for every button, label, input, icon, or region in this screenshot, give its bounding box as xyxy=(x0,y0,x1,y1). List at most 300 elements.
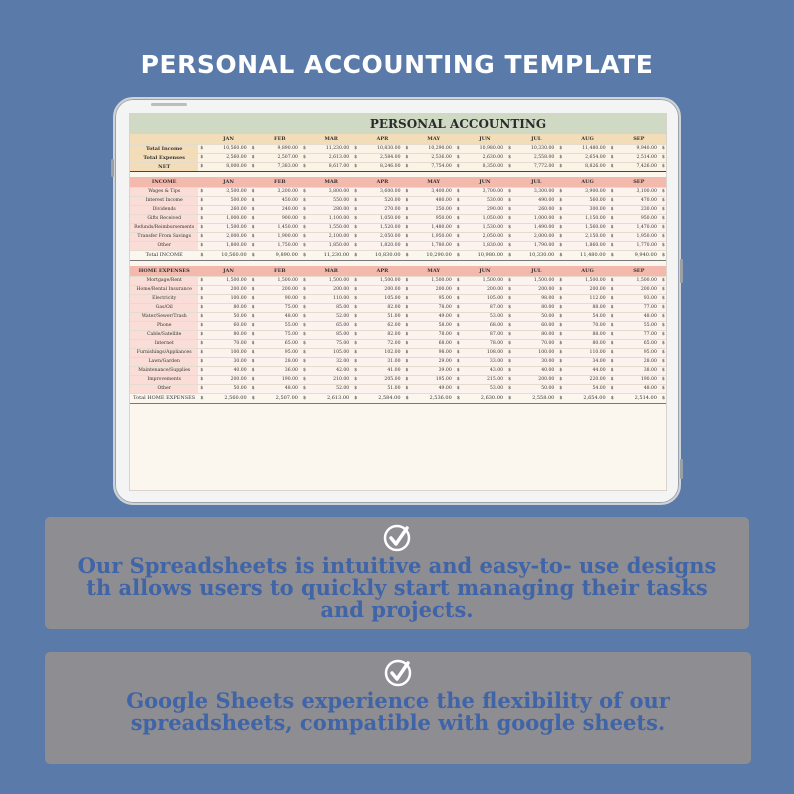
value-cell[interactable]: 80.00 xyxy=(515,303,557,312)
value-cell[interactable]: 55.00 xyxy=(618,321,660,330)
header-spacer[interactable] xyxy=(198,266,207,276)
currency-symbol[interactable]: $ xyxy=(661,207,665,212)
currency-symbol[interactable]: $ xyxy=(661,386,665,391)
currency-symbol[interactable]: $ xyxy=(404,294,413,303)
currency-symbol[interactable]: $ xyxy=(557,393,566,403)
currency-symbol[interactable]: $ xyxy=(198,285,207,294)
value-cell[interactable]: 100.00 xyxy=(515,348,557,357)
currency-symbol[interactable]: $ xyxy=(506,250,515,260)
currency-symbol[interactable]: $ xyxy=(661,216,665,221)
value-cell[interactable]: 1,470.00 xyxy=(618,223,660,232)
value-cell[interactable]: 112.00 xyxy=(566,294,608,303)
value-cell[interactable]: 1,750.00 xyxy=(259,241,301,250)
value-cell[interactable]: 80.00 xyxy=(207,303,249,312)
currency-symbol[interactable]: $ xyxy=(609,375,618,384)
value-cell[interactable]: 102.00 xyxy=(361,348,403,357)
currency-symbol[interactable]: $ xyxy=(301,348,310,357)
month-header[interactable]: JAN xyxy=(207,266,249,276)
currency-symbol[interactable]: $ xyxy=(506,223,515,232)
value-cell[interactable]: 88.00 xyxy=(566,330,608,339)
header-spacer[interactable] xyxy=(198,134,207,144)
value-cell[interactable]: 39.00 xyxy=(413,366,455,375)
currency-symbol[interactable]: $ xyxy=(609,294,618,303)
month-header[interactable]: AUG xyxy=(566,177,608,187)
value-cell[interactable]: 10,980.00 xyxy=(464,144,506,153)
value-cell[interactable]: 1,560.00 xyxy=(566,223,608,232)
value-cell[interactable]: 1,520.00 xyxy=(361,223,403,232)
value-cell[interactable]: 33.00 xyxy=(464,357,506,366)
header-spacer[interactable] xyxy=(404,177,413,187)
currency-symbol[interactable]: $ xyxy=(250,312,259,321)
currency-symbol[interactable]: $ xyxy=(455,223,464,232)
currency-symbol[interactable]: $ xyxy=(557,366,566,375)
currency-symbol[interactable]: $ xyxy=(506,205,515,214)
currency-symbol[interactable]: $ xyxy=(250,294,259,303)
value-cell[interactable]: 200.00 xyxy=(618,285,660,294)
currency-symbol[interactable]: $ xyxy=(661,314,665,319)
currency-symbol[interactable]: $ xyxy=(455,205,464,214)
currency-symbol[interactable]: $ xyxy=(301,375,310,384)
value-cell[interactable]: 240.00 xyxy=(259,205,301,214)
currency-symbol[interactable]: $ xyxy=(301,366,310,375)
month-header[interactable]: MAY xyxy=(413,177,455,187)
value-cell[interactable]: 2,050.00 xyxy=(361,232,403,241)
currency-symbol[interactable]: $ xyxy=(198,384,207,393)
currency-symbol[interactable]: $ xyxy=(557,330,566,339)
currency-symbol[interactable]: $ xyxy=(506,294,515,303)
currency-symbol[interactable]: $ xyxy=(455,214,464,223)
header-spacer[interactable] xyxy=(301,177,310,187)
currency-symbol[interactable]: $ xyxy=(661,155,665,160)
currency-symbol[interactable]: $ xyxy=(404,285,413,294)
row-label[interactable]: Total Income xyxy=(130,144,198,153)
currency-symbol[interactable]: $ xyxy=(404,348,413,357)
currency-symbol[interactable]: $ xyxy=(250,348,259,357)
currency-symbol[interactable]: $ xyxy=(455,366,464,375)
value-cell[interactable]: 3,400.00 xyxy=(413,187,455,196)
value-cell[interactable]: 77.00 xyxy=(618,303,660,312)
value-cell[interactable]: 480.00 xyxy=(413,196,455,205)
month-header[interactable]: JUL xyxy=(515,266,557,276)
value-cell[interactable]: 75.00 xyxy=(259,303,301,312)
value-cell[interactable]: 3,900.00 xyxy=(566,187,608,196)
header-spacer[interactable] xyxy=(301,134,310,144)
month-header[interactable]: JUN xyxy=(464,266,506,276)
value-cell[interactable]: 200.00 xyxy=(515,375,557,384)
value-cell[interactable]: 80.00 xyxy=(515,330,557,339)
value-cell[interactable]: 50.00 xyxy=(207,384,249,393)
value-cell[interactable]: 2,000.00 xyxy=(207,232,249,241)
value-cell[interactable]: 78.00 xyxy=(413,303,455,312)
currency-symbol[interactable]: $ xyxy=(301,294,310,303)
currency-symbol[interactable]: $ xyxy=(557,223,566,232)
currency-symbol[interactable]: $ xyxy=(609,144,618,153)
currency-symbol[interactable]: $ xyxy=(352,285,361,294)
value-cell[interactable]: 2,507.00 xyxy=(259,393,301,403)
value-cell[interactable]: 52.00 xyxy=(310,384,352,393)
currency-symbol[interactable]: $ xyxy=(661,198,665,203)
value-cell[interactable]: 55.00 xyxy=(259,321,301,330)
value-cell[interactable]: 450.00 xyxy=(259,196,301,205)
row-label[interactable]: Internet xyxy=(130,339,198,348)
value-cell[interactable]: 1,100.00 xyxy=(310,214,352,223)
header-spacer[interactable] xyxy=(198,177,207,187)
header-spacer[interactable] xyxy=(352,177,361,187)
currency-symbol[interactable]: $ xyxy=(661,234,665,239)
header-spacer[interactable] xyxy=(506,134,515,144)
row-label[interactable]: NET xyxy=(130,162,198,171)
value-cell[interactable]: 75.00 xyxy=(310,339,352,348)
value-cell[interactable]: 31.00 xyxy=(361,357,403,366)
value-cell[interactable]: 82.00 xyxy=(361,330,403,339)
currency-symbol[interactable]: $ xyxy=(404,144,413,153)
value-cell[interactable]: 68.00 xyxy=(464,321,506,330)
currency-symbol[interactable]: $ xyxy=(506,153,515,162)
value-cell[interactable]: 11,230.00 xyxy=(310,250,352,260)
currency-symbol[interactable]: $ xyxy=(506,375,515,384)
currency-symbol[interactable]: $ xyxy=(506,241,515,250)
value-cell[interactable]: 70.00 xyxy=(515,339,557,348)
value-cell[interactable]: 3,100.00 xyxy=(618,187,660,196)
currency-symbol[interactable]: $ xyxy=(352,144,361,153)
value-cell[interactable]: 108.00 xyxy=(464,348,506,357)
value-cell[interactable]: 1,150.00 xyxy=(566,214,608,223)
currency-symbol[interactable]: $ xyxy=(352,312,361,321)
currency-symbol[interactable]: $ xyxy=(661,296,665,301)
value-cell[interactable]: 77.00 xyxy=(618,330,660,339)
header-spacer[interactable] xyxy=(352,266,361,276)
value-cell[interactable]: 88.00 xyxy=(566,303,608,312)
currency-symbol[interactable]: $ xyxy=(506,214,515,223)
value-cell[interactable]: 260.00 xyxy=(207,205,249,214)
currency-symbol[interactable]: $ xyxy=(609,339,618,348)
currency-symbol[interactable]: $ xyxy=(301,276,310,285)
value-cell[interactable]: 10,330.00 xyxy=(515,250,557,260)
currency-symbol[interactable]: $ xyxy=(198,276,207,285)
currency-symbol[interactable]: $ xyxy=(609,285,618,294)
value-cell[interactable]: 36.00 xyxy=(259,366,301,375)
currency-symbol[interactable]: $ xyxy=(352,375,361,384)
value-cell[interactable]: 98.00 xyxy=(515,294,557,303)
currency-symbol[interactable]: $ xyxy=(557,384,566,393)
currency-symbol[interactable]: $ xyxy=(609,162,618,171)
currency-symbol[interactable]: $ xyxy=(352,294,361,303)
value-cell[interactable]: 1,500.00 xyxy=(207,276,249,285)
value-cell[interactable]: 10,290.00 xyxy=(413,144,455,153)
value-cell[interactable]: 68.00 xyxy=(413,339,455,348)
value-cell[interactable]: 200.00 xyxy=(207,285,249,294)
value-cell[interactable]: 87.00 xyxy=(464,303,506,312)
currency-symbol[interactable]: $ xyxy=(301,357,310,366)
value-cell[interactable]: 1,800.00 xyxy=(207,241,249,250)
section-header[interactable]: HOME EXPENSES xyxy=(130,266,198,276)
row-label[interactable]: Transfer From Savings xyxy=(130,232,198,241)
currency-symbol[interactable]: $ xyxy=(352,384,361,393)
value-cell[interactable]: 230.00 xyxy=(618,205,660,214)
value-cell[interactable]: 50.00 xyxy=(515,312,557,321)
month-header[interactable]: AUG xyxy=(566,266,608,276)
currency-symbol[interactable]: $ xyxy=(301,144,310,153)
value-cell[interactable]: 9,940.00 xyxy=(618,144,660,153)
value-cell[interactable]: 1,830.00 xyxy=(464,241,506,250)
month-header[interactable]: APR xyxy=(361,266,403,276)
row-label[interactable]: Improvements xyxy=(130,375,198,384)
currency-symbol[interactable]: $ xyxy=(198,375,207,384)
currency-symbol[interactable]: $ xyxy=(301,187,310,196)
value-cell[interactable]: 520.00 xyxy=(361,196,403,205)
currency-symbol[interactable]: $ xyxy=(198,153,207,162)
currency-symbol[interactable]: $ xyxy=(301,223,310,232)
value-cell[interactable]: 9,940.00 xyxy=(618,250,660,260)
value-cell[interactable]: 29.00 xyxy=(413,357,455,366)
month-header[interactable]: MAR xyxy=(310,177,352,187)
row-label[interactable]: Furnishings/Appliances xyxy=(130,348,198,357)
value-cell[interactable]: 3,200.00 xyxy=(259,187,301,196)
header-spacer[interactable] xyxy=(660,266,666,276)
row-label[interactable]: Interest Income xyxy=(130,196,198,205)
value-cell[interactable]: 2,514.00 xyxy=(618,153,660,162)
value-cell[interactable]: 260.00 xyxy=(515,205,557,214)
value-cell[interactable]: 38.00 xyxy=(618,366,660,375)
currency-symbol[interactable]: $ xyxy=(609,312,618,321)
currency-symbol[interactable]: $ xyxy=(301,232,310,241)
row-label[interactable]: Electricity xyxy=(130,294,198,303)
value-cell[interactable]: 2,514.00 xyxy=(618,393,660,403)
value-cell[interactable]: 200.00 xyxy=(413,285,455,294)
currency-symbol[interactable]: $ xyxy=(301,330,310,339)
value-cell[interactable]: 44.00 xyxy=(566,366,608,375)
value-cell[interactable]: 10,830.00 xyxy=(361,250,403,260)
currency-symbol[interactable]: $ xyxy=(404,330,413,339)
value-cell[interactable]: 290.00 xyxy=(464,205,506,214)
value-cell[interactable]: 95.00 xyxy=(413,294,455,303)
value-cell[interactable]: 1,000.00 xyxy=(515,214,557,223)
currency-symbol[interactable]: $ xyxy=(250,357,259,366)
value-cell[interactable]: 1,790.00 xyxy=(515,241,557,250)
currency-symbol[interactable]: $ xyxy=(455,393,464,403)
row-label[interactable]: Dividends xyxy=(130,205,198,214)
value-cell[interactable]: 8,350.00 xyxy=(464,162,506,171)
currency-symbol[interactable]: $ xyxy=(198,321,207,330)
value-cell[interactable]: 490.00 xyxy=(515,196,557,205)
currency-symbol[interactable]: $ xyxy=(198,241,207,250)
currency-symbol[interactable]: $ xyxy=(250,223,259,232)
value-cell[interactable]: 70.00 xyxy=(566,321,608,330)
value-cell[interactable]: 8,000.00 xyxy=(207,162,249,171)
value-cell[interactable]: 65.00 xyxy=(310,321,352,330)
currency-symbol[interactable]: $ xyxy=(198,250,207,260)
value-cell[interactable]: 1,000.00 xyxy=(207,214,249,223)
value-cell[interactable]: 200.00 xyxy=(361,285,403,294)
currency-symbol[interactable]: $ xyxy=(198,294,207,303)
value-cell[interactable]: 7,754.00 xyxy=(413,162,455,171)
currency-symbol[interactable]: $ xyxy=(404,205,413,214)
month-header[interactable]: FEB xyxy=(259,177,301,187)
currency-symbol[interactable]: $ xyxy=(557,285,566,294)
currency-symbol[interactable]: $ xyxy=(250,375,259,384)
value-cell[interactable]: 8,826.00 xyxy=(566,162,608,171)
value-cell[interactable]: 60.00 xyxy=(207,321,249,330)
currency-symbol[interactable]: $ xyxy=(250,303,259,312)
currency-symbol[interactable]: $ xyxy=(557,232,566,241)
value-cell[interactable]: 49.00 xyxy=(413,384,455,393)
currency-symbol[interactable]: $ xyxy=(250,330,259,339)
currency-symbol[interactable]: $ xyxy=(506,357,515,366)
value-cell[interactable]: 2,654.00 xyxy=(566,393,608,403)
value-cell[interactable]: 3,800.00 xyxy=(310,187,352,196)
currency-symbol[interactable]: $ xyxy=(455,348,464,357)
currency-symbol[interactable]: $ xyxy=(301,250,310,260)
currency-symbol[interactable]: $ xyxy=(557,144,566,153)
currency-symbol[interactable]: $ xyxy=(250,162,259,171)
value-cell[interactable]: 190.00 xyxy=(618,375,660,384)
currency-symbol[interactable]: $ xyxy=(609,330,618,339)
currency-symbol[interactable]: $ xyxy=(661,164,665,169)
currency-symbol[interactable]: $ xyxy=(301,321,310,330)
currency-symbol[interactable]: $ xyxy=(506,312,515,321)
value-cell[interactable]: 1,450.00 xyxy=(259,223,301,232)
header-spacer[interactable] xyxy=(660,134,666,144)
currency-symbol[interactable]: $ xyxy=(198,144,207,153)
currency-symbol[interactable]: $ xyxy=(301,339,310,348)
month-header[interactable]: JAN xyxy=(207,177,249,187)
header-spacer[interactable] xyxy=(455,177,464,187)
currency-symbol[interactable]: $ xyxy=(557,153,566,162)
value-cell[interactable]: 110.00 xyxy=(310,294,352,303)
currency-symbol[interactable]: $ xyxy=(609,348,618,357)
currency-symbol[interactable]: $ xyxy=(455,375,464,384)
value-cell[interactable]: 500.00 xyxy=(207,196,249,205)
currency-symbol[interactable]: $ xyxy=(609,241,618,250)
currency-symbol[interactable]: $ xyxy=(352,241,361,250)
currency-symbol[interactable]: $ xyxy=(506,348,515,357)
value-cell[interactable]: 1,860.00 xyxy=(566,241,608,250)
value-cell[interactable]: 560.00 xyxy=(566,196,608,205)
currency-symbol[interactable]: $ xyxy=(557,294,566,303)
currency-symbol[interactable]: $ xyxy=(557,303,566,312)
currency-symbol[interactable]: $ xyxy=(609,205,618,214)
value-cell[interactable]: 2,507.00 xyxy=(259,153,301,162)
value-cell[interactable]: 2,536.00 xyxy=(413,153,455,162)
value-cell[interactable]: 300.00 xyxy=(566,205,608,214)
value-cell[interactable]: 205.00 xyxy=(361,375,403,384)
currency-symbol[interactable]: $ xyxy=(352,153,361,162)
value-cell[interactable]: 40.00 xyxy=(207,366,249,375)
currency-symbol[interactable]: $ xyxy=(352,232,361,241)
value-cell[interactable]: 280.00 xyxy=(310,205,352,214)
header-spacer[interactable] xyxy=(557,134,566,144)
currency-symbol[interactable]: $ xyxy=(661,350,665,355)
row-label[interactable]: Refunds/Reimbursements xyxy=(130,223,198,232)
value-cell[interactable]: 200.00 xyxy=(566,285,608,294)
value-cell[interactable]: 1,820.00 xyxy=(361,241,403,250)
header-spacer[interactable] xyxy=(301,266,310,276)
currency-symbol[interactable]: $ xyxy=(661,189,665,194)
value-cell[interactable]: 3,300.00 xyxy=(515,187,557,196)
currency-symbol[interactable]: $ xyxy=(250,241,259,250)
currency-symbol[interactable]: $ xyxy=(404,375,413,384)
value-cell[interactable]: 550.00 xyxy=(310,196,352,205)
value-cell[interactable]: 11,480.00 xyxy=(566,144,608,153)
month-header[interactable]: MAY xyxy=(413,266,455,276)
currency-symbol[interactable]: $ xyxy=(661,395,666,401)
month-header[interactable]: FEB xyxy=(259,266,301,276)
value-cell[interactable]: 10,830.00 xyxy=(361,144,403,153)
currency-symbol[interactable]: $ xyxy=(557,339,566,348)
currency-symbol[interactable]: $ xyxy=(301,312,310,321)
currency-symbol[interactable]: $ xyxy=(609,276,618,285)
value-cell[interactable]: 85.00 xyxy=(310,330,352,339)
currency-symbol[interactable]: $ xyxy=(198,162,207,171)
value-cell[interactable]: 9,890.00 xyxy=(259,144,301,153)
currency-symbol[interactable]: $ xyxy=(609,321,618,330)
currency-symbol[interactable]: $ xyxy=(404,187,413,196)
currency-symbol[interactable]: $ xyxy=(301,153,310,162)
currency-symbol[interactable]: $ xyxy=(455,196,464,205)
row-label[interactable]: Wages & Tips xyxy=(130,187,198,196)
value-cell[interactable]: 75.00 xyxy=(259,330,301,339)
currency-symbol[interactable]: $ xyxy=(455,187,464,196)
value-cell[interactable]: 105.00 xyxy=(464,294,506,303)
currency-symbol[interactable]: $ xyxy=(557,162,566,171)
value-cell[interactable]: 2,536.00 xyxy=(413,393,455,403)
currency-symbol[interactable]: $ xyxy=(198,303,207,312)
currency-symbol[interactable]: $ xyxy=(404,153,413,162)
value-cell[interactable]: 1,850.00 xyxy=(310,241,352,250)
row-label[interactable]: Gas/Oil xyxy=(130,303,198,312)
value-cell[interactable]: 58.00 xyxy=(413,321,455,330)
row-label[interactable]: Total Expenses xyxy=(130,153,198,162)
currency-symbol[interactable]: $ xyxy=(557,214,566,223)
currency-symbol[interactable]: $ xyxy=(455,321,464,330)
month-header[interactable]: JUN xyxy=(464,134,506,144)
currency-symbol[interactable]: $ xyxy=(352,303,361,312)
value-cell[interactable]: 2,654.00 xyxy=(566,153,608,162)
value-cell[interactable]: 54.00 xyxy=(566,312,608,321)
currency-symbol[interactable]: $ xyxy=(455,232,464,241)
currency-symbol[interactable]: $ xyxy=(404,393,413,403)
value-cell[interactable]: 1,950.00 xyxy=(413,232,455,241)
month-header[interactable]: FEB xyxy=(259,134,301,144)
value-cell[interactable]: 10,330.00 xyxy=(515,144,557,153)
currency-symbol[interactable]: $ xyxy=(352,366,361,375)
currency-symbol[interactable]: $ xyxy=(661,332,665,337)
section-header[interactable] xyxy=(130,134,198,144)
value-cell[interactable]: 7,426.00 xyxy=(618,162,660,171)
value-cell[interactable]: 2,630.00 xyxy=(464,393,506,403)
currency-symbol[interactable]: $ xyxy=(455,357,464,366)
currency-symbol[interactable]: $ xyxy=(506,339,515,348)
currency-symbol[interactable]: $ xyxy=(609,196,618,205)
currency-symbol[interactable]: $ xyxy=(198,366,207,375)
value-cell[interactable]: 8,617.00 xyxy=(310,162,352,171)
value-cell[interactable]: 1,500.00 xyxy=(259,276,301,285)
value-cell[interactable]: 3,600.00 xyxy=(361,187,403,196)
currency-symbol[interactable]: $ xyxy=(198,223,207,232)
currency-symbol[interactable]: $ xyxy=(352,214,361,223)
value-cell[interactable]: 95.00 xyxy=(618,348,660,357)
value-cell[interactable]: 41.00 xyxy=(361,366,403,375)
month-header[interactable]: MAR xyxy=(310,134,352,144)
currency-symbol[interactable]: $ xyxy=(404,366,413,375)
currency-symbol[interactable]: $ xyxy=(404,162,413,171)
value-cell[interactable]: 2,558.00 xyxy=(515,153,557,162)
currency-symbol[interactable]: $ xyxy=(198,348,207,357)
value-cell[interactable]: 1,500.00 xyxy=(310,276,352,285)
currency-symbol[interactable]: $ xyxy=(557,348,566,357)
currency-symbol[interactable]: $ xyxy=(301,196,310,205)
value-cell[interactable]: 82.00 xyxy=(361,303,403,312)
